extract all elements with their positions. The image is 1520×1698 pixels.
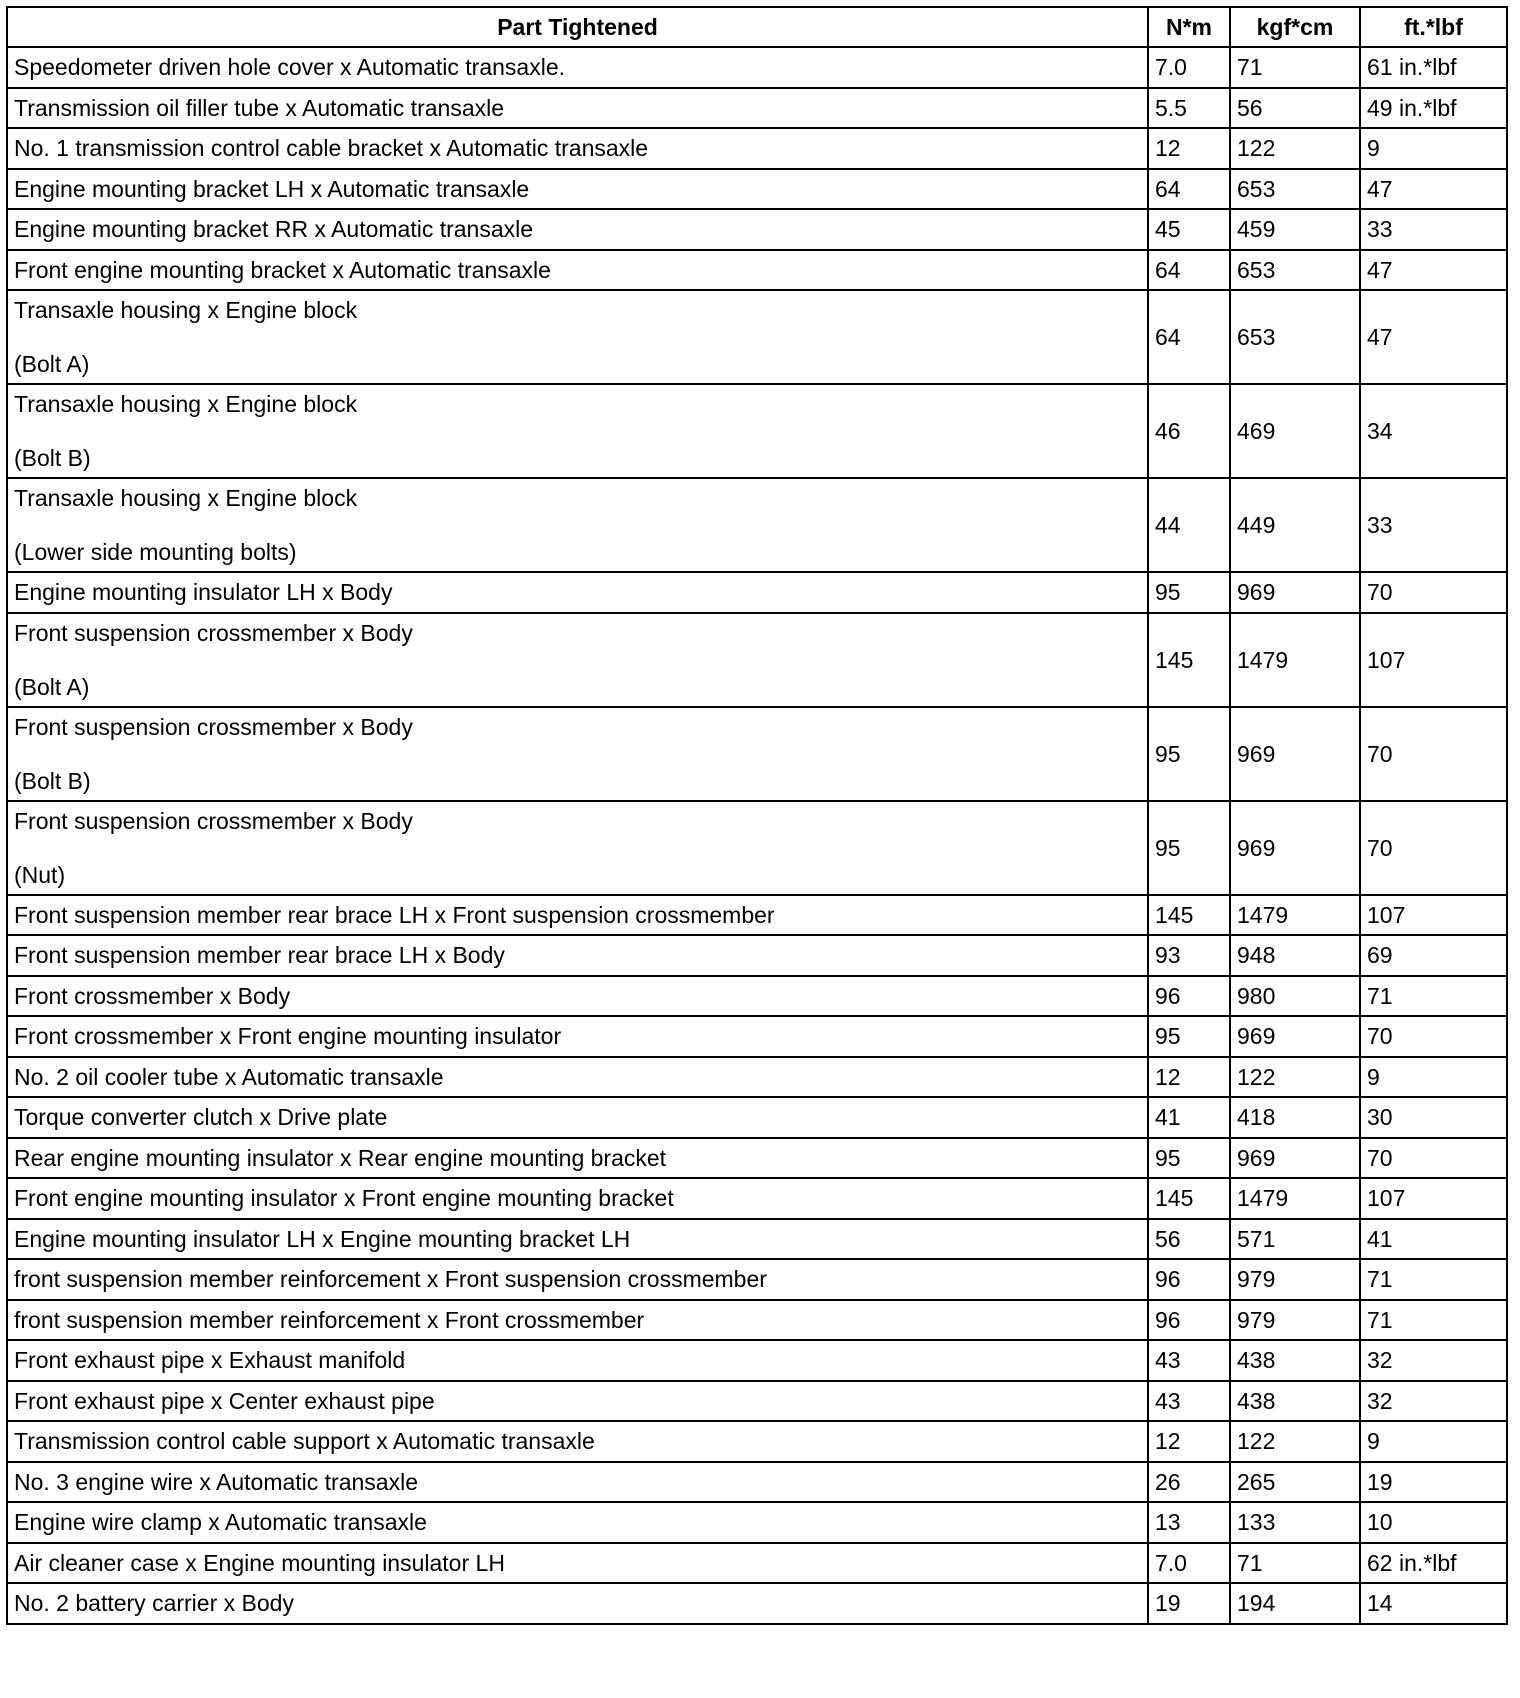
ft-lbf-cell: 61 in.*lbf (1360, 47, 1507, 88)
part-name: Transaxle housing x Engine block (14, 485, 358, 511)
part-name: Front suspension member rear brace LH x Front suspension crossmember (14, 901, 775, 928)
part-name: Transmission control cable support x Automatic transaxle (14, 1428, 595, 1455)
part-name: Engine mounting bracket LH x Automatic transaxle (14, 175, 530, 202)
part-name: Front exhaust pipe x Exhaust manifold (14, 1347, 406, 1374)
table-row (7, 1340, 1507, 1381)
part-name: No. 3 engine wire x Automatic transaxle (14, 1468, 418, 1495)
ft-lbf-cell: 71 (1360, 1300, 1507, 1341)
ft-lbf-cell: 41 (1360, 1219, 1507, 1260)
ft-lbf-cell: 70 (1360, 1016, 1507, 1057)
part-cell (7, 250, 1148, 291)
kgf-cm-cell: 980 (1230, 976, 1360, 1017)
kgf-cm-cell: 265 (1230, 1462, 1360, 1503)
part-name: Transaxle housing x Engine block (14, 391, 358, 417)
part-note: (Bolt A) (14, 351, 90, 377)
part-name: Engine mounting insulator LH x Engine mounting bracket LH (14, 1225, 631, 1252)
nm-cell: 46 (1148, 384, 1230, 478)
nm-cell: 12 (1148, 1421, 1230, 1462)
part-cell (7, 1502, 1148, 1543)
kgf-cm-cell: 1479 (1230, 895, 1360, 936)
part-name: Front exhaust pipe x Center exhaust pipe (14, 1387, 435, 1414)
nm-cell: 7.0 (1148, 47, 1230, 88)
nm-cell: 13 (1148, 1502, 1230, 1543)
ft-lbf-cell: 47 (1360, 290, 1507, 384)
kgf-cm-cell: 653 (1230, 169, 1360, 210)
table-row (7, 1543, 1507, 1584)
kgf-cm-cell: 459 (1230, 209, 1360, 250)
kgf-cm-cell: 71 (1230, 47, 1360, 88)
part-name: No. 2 oil cooler tube x Automatic transaxle (14, 1063, 444, 1090)
nm-cell: 93 (1148, 935, 1230, 976)
ft-lbf-cell: 30 (1360, 1097, 1507, 1138)
nm-cell: 96 (1148, 1300, 1230, 1341)
ft-lbf-cell: 107 (1360, 895, 1507, 936)
part-cell (7, 935, 1148, 976)
nm-cell: 95 (1148, 1016, 1230, 1057)
part-cell (7, 1381, 1148, 1422)
kgf-cm-cell: 979 (1230, 1300, 1360, 1341)
kgf-cm-cell: 469 (1230, 384, 1360, 478)
ft-lbf-cell: 33 (1360, 209, 1507, 250)
kgf-cm-cell: 133 (1230, 1502, 1360, 1543)
ft-lbf-cell: 9 (1360, 1421, 1507, 1462)
kgf-cm-cell: 122 (1230, 1057, 1360, 1098)
part-name: Engine wire clamp x Automatic transaxle (14, 1509, 427, 1536)
part-cell (7, 976, 1148, 1017)
part-name: Transaxle housing x Engine block (14, 297, 358, 323)
kgf-cm-cell: 969 (1230, 707, 1360, 801)
kgf-cm-cell: 948 (1230, 935, 1360, 976)
ft-lbf-cell: 47 (1360, 169, 1507, 210)
kgf-cm-cell: 418 (1230, 1097, 1360, 1138)
part-name: Front engine mounting bracket x Automatic transaxle (14, 256, 551, 283)
part-cell (7, 209, 1148, 250)
ft-lbf-cell: 9 (1360, 1057, 1507, 1098)
ft-lbf-cell: 10 (1360, 1502, 1507, 1543)
part-cell (7, 572, 1148, 613)
part-name: No. 1 transmission control cable bracket x Automatic transaxle (14, 135, 649, 162)
kgf-cm-cell: 71 (1230, 1543, 1360, 1584)
nm-cell: 43 (1148, 1340, 1230, 1381)
part-cell (7, 1300, 1148, 1341)
nm-cell: 96 (1148, 1259, 1230, 1300)
part-cell (7, 1259, 1148, 1300)
nm-cell: 95 (1148, 1138, 1230, 1179)
kgf-cm-cell: 449 (1230, 478, 1360, 572)
table-row (7, 801, 1507, 895)
table-row (7, 1138, 1507, 1179)
part-cell (7, 128, 1148, 169)
nm-cell: 12 (1148, 128, 1230, 169)
table-row (7, 209, 1507, 250)
kgf-cm-cell: 969 (1230, 1138, 1360, 1179)
part-name: Air cleaner case x Engine mounting insulator LH (14, 1549, 505, 1576)
table-row (7, 1583, 1507, 1624)
part-name: Front suspension member rear brace LH x Body (14, 942, 505, 969)
ft-lbf-cell: 107 (1360, 1178, 1507, 1219)
table-row (7, 290, 1507, 384)
header-kgf-cm: kgf*cm (1230, 7, 1360, 47)
nm-cell: 41 (1148, 1097, 1230, 1138)
table-row (7, 1016, 1507, 1057)
torque-spec-table (6, 6, 1508, 1625)
kgf-cm-cell: 653 (1230, 290, 1360, 384)
kgf-cm-cell: 438 (1230, 1381, 1360, 1422)
ft-lbf-cell: 49 in.*lbf (1360, 88, 1507, 129)
part-cell (7, 88, 1148, 129)
table-row (7, 1300, 1507, 1341)
table-row (7, 707, 1507, 801)
ft-lbf-cell: 34 (1360, 384, 1507, 478)
nm-cell: 12 (1148, 1057, 1230, 1098)
part-cell (7, 1016, 1148, 1057)
kgf-cm-cell: 969 (1230, 572, 1360, 613)
kgf-cm-cell: 571 (1230, 1219, 1360, 1260)
nm-cell: 19 (1148, 1583, 1230, 1624)
header-ft-lbf: ft.*lbf (1360, 7, 1507, 47)
table-row (7, 169, 1507, 210)
kgf-cm-cell: 979 (1230, 1259, 1360, 1300)
kgf-cm-cell: 653 (1230, 250, 1360, 291)
nm-cell: 145 (1148, 1178, 1230, 1219)
part-cell (7, 801, 1148, 895)
part-cell (7, 613, 1148, 707)
table-row (7, 895, 1507, 936)
kgf-cm-cell: 56 (1230, 88, 1360, 129)
table-row (7, 47, 1507, 88)
ft-lbf-cell: 69 (1360, 935, 1507, 976)
kgf-cm-cell: 438 (1230, 1340, 1360, 1381)
nm-cell: 96 (1148, 976, 1230, 1017)
part-name: Engine mounting bracket RR x Automatic transaxle (14, 216, 534, 243)
kgf-cm-cell: 1479 (1230, 1178, 1360, 1219)
table-row (7, 935, 1507, 976)
part-name: Front crossmember x Body (14, 982, 291, 1009)
kgf-cm-cell: 1479 (1230, 613, 1360, 707)
part-cell (7, 1340, 1148, 1381)
table-row (7, 1219, 1507, 1260)
table-row (7, 1502, 1507, 1543)
ft-lbf-cell: 70 (1360, 707, 1507, 801)
nm-cell: 64 (1148, 290, 1230, 384)
part-cell (7, 895, 1148, 936)
nm-cell: 95 (1148, 572, 1230, 613)
table-row (7, 250, 1507, 291)
part-name: Speedometer driven hole cover x Automatic transaxle. (14, 54, 566, 81)
table-row (7, 384, 1507, 478)
nm-cell: 145 (1148, 895, 1230, 936)
part-cell (7, 384, 1148, 478)
header-nm: N*m (1148, 7, 1230, 47)
part-note: (Bolt A) (14, 673, 90, 700)
part-note: (Lower side mounting bolts) (14, 539, 297, 565)
part-name: No. 2 battery carrier x Body (14, 1590, 294, 1617)
part-cell (7, 1057, 1148, 1098)
part-name: Front suspension crossmember x Body (14, 713, 413, 740)
ft-lbf-cell: 32 (1360, 1340, 1507, 1381)
header-part-tightened: Part Tightened (7, 7, 1148, 47)
part-cell (7, 1462, 1148, 1503)
kgf-cm-cell: 122 (1230, 128, 1360, 169)
ft-lbf-cell: 70 (1360, 801, 1507, 895)
part-name: Transmission oil filler tube x Automatic transaxle (14, 94, 505, 121)
part-cell (7, 1421, 1148, 1462)
part-name: Front crossmember x Front engine mounting insulator (14, 1023, 562, 1050)
part-cell (7, 1583, 1148, 1624)
nm-cell: 45 (1148, 209, 1230, 250)
nm-cell: 64 (1148, 169, 1230, 210)
table-row (7, 572, 1507, 613)
part-cell (7, 1178, 1148, 1219)
ft-lbf-cell: 107 (1360, 613, 1507, 707)
kgf-cm-cell: 194 (1230, 1583, 1360, 1624)
table-row (7, 1057, 1507, 1098)
nm-cell: 95 (1148, 801, 1230, 895)
ft-lbf-cell: 71 (1360, 1259, 1507, 1300)
part-cell (7, 1543, 1148, 1584)
part-note: (Bolt B) (14, 445, 91, 471)
nm-cell: 95 (1148, 707, 1230, 801)
nm-cell: 7.0 (1148, 1543, 1230, 1584)
part-cell (7, 707, 1148, 801)
ft-lbf-cell: 14 (1360, 1583, 1507, 1624)
nm-cell: 56 (1148, 1219, 1230, 1260)
kgf-cm-cell: 969 (1230, 801, 1360, 895)
part-name: Front engine mounting insulator x Front engine mounting bracket (14, 1185, 674, 1212)
table-row (7, 478, 1507, 572)
nm-cell: 26 (1148, 1462, 1230, 1503)
part-cell (7, 1219, 1148, 1260)
table-row (7, 1381, 1507, 1422)
nm-cell: 43 (1148, 1381, 1230, 1422)
nm-cell: 44 (1148, 478, 1230, 572)
ft-lbf-cell: 32 (1360, 1381, 1507, 1422)
part-name: Front suspension crossmember x Body (14, 807, 413, 834)
part-cell (7, 290, 1148, 384)
nm-cell: 5.5 (1148, 88, 1230, 129)
table-body (7, 47, 1507, 1624)
part-cell (7, 169, 1148, 210)
part-cell (7, 1097, 1148, 1138)
part-name: front suspension member reinforcement x Front suspension crossmember (14, 1266, 767, 1293)
part-name: Torque converter clutch x Drive plate (14, 1104, 388, 1131)
kgf-cm-cell: 969 (1230, 1016, 1360, 1057)
part-name: Rear engine mounting insulator x Rear engine mounting bracket (14, 1144, 667, 1171)
part-cell (7, 478, 1148, 572)
table-row (7, 613, 1507, 707)
ft-lbf-cell: 62 in.*lbf (1360, 1543, 1507, 1584)
ft-lbf-cell: 9 (1360, 128, 1507, 169)
ft-lbf-cell: 71 (1360, 976, 1507, 1017)
part-name: front suspension member reinforcement x Front crossmember (14, 1306, 645, 1333)
table-row (7, 1259, 1507, 1300)
table-row (7, 128, 1507, 169)
table-header-row (7, 7, 1507, 47)
nm-cell: 145 (1148, 613, 1230, 707)
table-row (7, 1462, 1507, 1503)
part-name: Engine mounting insulator LH x Body (14, 579, 393, 606)
table-row (7, 1097, 1507, 1138)
table-row (7, 88, 1507, 129)
part-name: Front suspension crossmember x Body (14, 619, 413, 646)
nm-cell: 64 (1148, 250, 1230, 291)
ft-lbf-cell: 33 (1360, 478, 1507, 572)
table-row (7, 1178, 1507, 1219)
table-row (7, 976, 1507, 1017)
part-cell (7, 47, 1148, 88)
table-row (7, 1421, 1507, 1462)
part-cell (7, 1138, 1148, 1179)
ft-lbf-cell: 19 (1360, 1462, 1507, 1503)
ft-lbf-cell: 70 (1360, 572, 1507, 613)
ft-lbf-cell: 47 (1360, 250, 1507, 291)
part-note: (Nut) (14, 861, 66, 888)
ft-lbf-cell: 70 (1360, 1138, 1507, 1179)
kgf-cm-cell: 122 (1230, 1421, 1360, 1462)
part-note: (Bolt B) (14, 767, 91, 794)
